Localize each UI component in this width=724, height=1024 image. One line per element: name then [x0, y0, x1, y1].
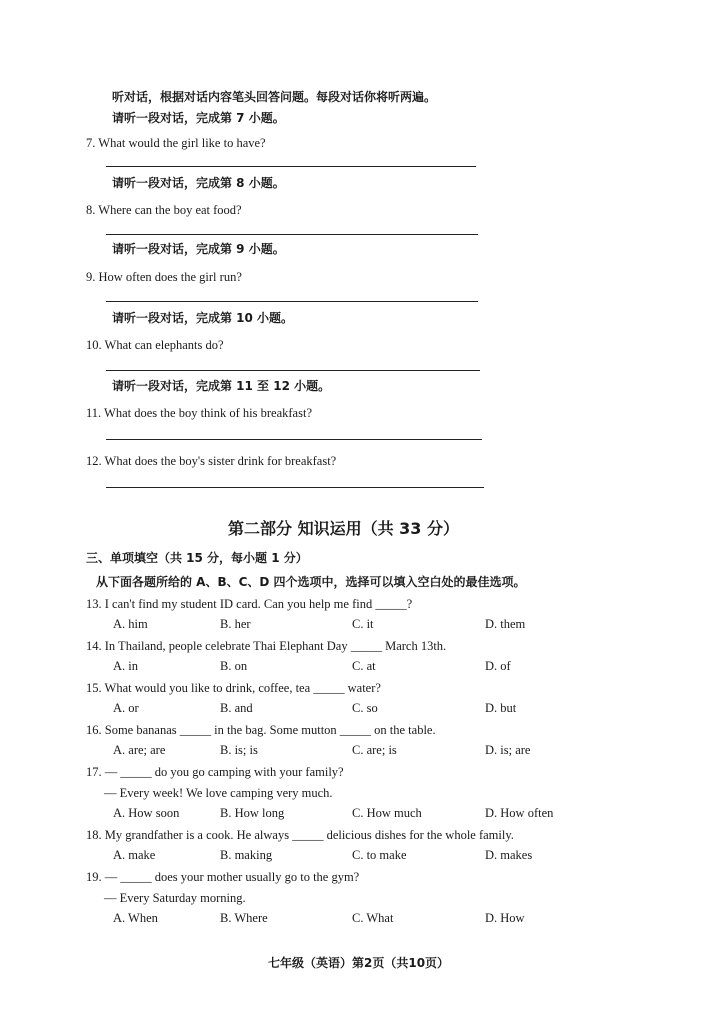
q9-intro: 请听一段对话，完成第 9 小题。 — [112, 242, 285, 256]
option-c[interactable]: C. How much — [352, 806, 422, 820]
answer-line-8[interactable] — [106, 234, 478, 235]
option-b[interactable]: B. Where — [220, 911, 268, 925]
option-d[interactable]: D. of — [485, 659, 511, 673]
q11-12-intro: 请听一段对话，完成第 11 至 12 小题。 — [112, 379, 331, 393]
mc-question-reply: — Every week! We love camping very much. — [104, 786, 333, 800]
option-b[interactable]: B. on — [220, 659, 248, 673]
option-b[interactable]: B. her — [220, 617, 251, 631]
question-9: 9. How often does the girl run? — [86, 270, 242, 284]
option-a[interactable]: A. make — [113, 848, 156, 862]
q7-intro: 请听一段对话，完成第 7 小题。 — [112, 111, 285, 125]
option-d[interactable]: D. them — [485, 617, 526, 631]
q10-intro: 请听一段对话，完成第 10 小题。 — [112, 311, 294, 325]
option-d[interactable]: D. How — [485, 911, 525, 925]
option-d[interactable]: D. How often — [485, 806, 554, 820]
question-8: 8. Where can the boy eat food? — [86, 203, 242, 217]
part2-title: 第二部分 知识运用（共 33 分） — [228, 519, 459, 538]
answer-line-10[interactable] — [106, 370, 480, 371]
question-12: 12. What does the boy's sister drink for breakfast? — [86, 454, 337, 468]
option-a[interactable]: A. him — [113, 617, 148, 631]
option-c[interactable]: C. to make — [352, 848, 407, 862]
mc-question-stem: 14. In Thailand, people celebrate Thai Elephant Day _____ March 13th. — [86, 639, 447, 653]
option-a[interactable]: A. How soon — [113, 806, 180, 820]
option-b[interactable]: B. and — [220, 701, 253, 715]
option-b[interactable]: B. How long — [220, 806, 285, 820]
question-11: 11. What does the boy think of his breakfast? — [86, 406, 312, 420]
option-d[interactable]: D. makes — [485, 848, 533, 862]
listening-instructions: 听对话，根据对话内容笔头回答问题。每段对话你将听两遍。 — [112, 90, 437, 104]
q8-intro: 请听一段对话，完成第 8 小题。 — [112, 176, 285, 190]
page-footer: 七年级（英语）第2页（共10页） — [268, 956, 450, 970]
mc-question-stem: 16. Some bananas _____ in the bag. Some mutton _____ on the table. — [86, 723, 436, 737]
answer-line-7[interactable] — [106, 166, 476, 167]
option-a[interactable]: A. or — [113, 701, 139, 715]
mc-question-reply: — Every Saturday morning. — [104, 891, 246, 905]
option-c[interactable]: C. What — [352, 911, 394, 925]
answer-line-12[interactable] — [106, 487, 484, 488]
section-directions: 从下面各题所给的 A、B、C、D 四个选项中，选择可以填入空白处的最佳选项。 — [96, 575, 526, 589]
mc-question-stem: 13. I can't find my student ID card. Can you help me find _____? — [86, 597, 413, 611]
option-d[interactable]: D. but — [485, 701, 517, 715]
option-a[interactable]: A. When — [113, 911, 158, 925]
mc-question-stem: 15. What would you like to drink, coffee, tea _____ water? — [86, 681, 381, 695]
answer-line-9[interactable] — [106, 301, 478, 302]
option-a[interactable]: A. are; are — [113, 743, 166, 757]
answer-line-11[interactable] — [106, 439, 482, 440]
option-a[interactable]: A. in — [113, 659, 138, 673]
mc-question-stem: 18. My grandfather is a cook. He always _____ delicious dishes for the whole family. — [86, 828, 514, 842]
option-c[interactable]: C. at — [352, 659, 376, 673]
section-heading: 三、单项填空（共 15 分，每小题 1 分） — [86, 551, 308, 565]
mc-question-stem: 19. — _____ does your mother usually go to the gym? — [86, 870, 360, 884]
option-c[interactable]: C. it — [352, 617, 374, 631]
question-10: 10. What can elephants do? — [86, 338, 224, 352]
question-7: 7. What would the girl like to have? — [86, 136, 266, 150]
option-b[interactable]: B. making — [220, 848, 273, 862]
mc-question-stem: 17. — _____ do you go camping with your family? — [86, 765, 344, 779]
option-c[interactable]: C. are; is — [352, 743, 397, 757]
option-d[interactable]: D. is; are — [485, 743, 531, 757]
option-c[interactable]: C. so — [352, 701, 378, 715]
option-b[interactable]: B. is; is — [220, 743, 258, 757]
